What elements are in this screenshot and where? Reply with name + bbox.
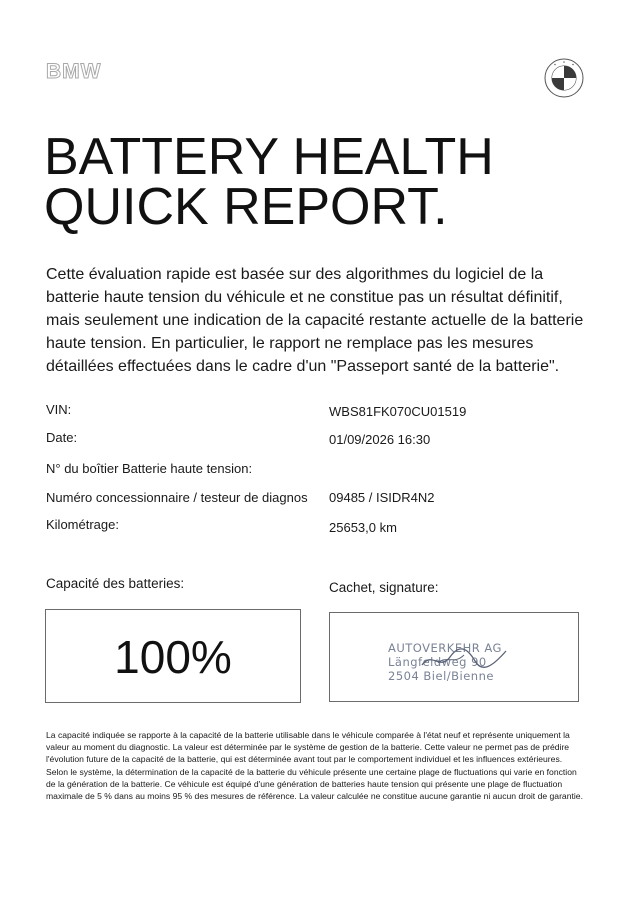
mileage-label: Kilométrage: — [46, 517, 119, 532]
intro-paragraph: Cette évaluation rapide est basée sur des algorithmes du logiciel de la batterie haute tension du véhicule et ne constitue pas un résultat définitif, mais seulement une indication de la capacité restante actuelle de la batterie haute tension. En particulier, le rapport ne remplace pas les mesures détaillées effectuées dans le cadre d'un "Passeport santé de la batterie". — [46, 266, 584, 375]
page-title — [44, 128, 494, 236]
stamp-line-2: Längfeldweg 90 — [388, 655, 487, 669]
stamp-signature-box — [329, 612, 579, 702]
stamp-signature-label: Cachet, signature: — [329, 580, 439, 595]
capacity-label: Capacité des batteries: — [46, 576, 185, 591]
bmw-roundel-icon — [544, 58, 584, 98]
stamp-line-3: 2504 Biel/Bienne — [388, 669, 494, 683]
capacity-box — [45, 609, 301, 703]
mileage-value: 25653,0 km — [329, 520, 397, 535]
vin-label: VIN: — [46, 402, 72, 417]
date-value: 01/09/2026 16:30 — [329, 432, 431, 447]
date-label: Date: — [46, 430, 78, 445]
capacity-value: 100% — [114, 631, 232, 683]
stamp-line-1: AUTOVERKEHR AG — [388, 641, 502, 655]
dealer-tester-label: Numéro concessionnaire / testeur de diagnos — [46, 490, 308, 505]
title-line-2: QUICK REPORT. — [44, 178, 448, 236]
vin-value: WBS81FK070CU01519 — [329, 404, 467, 419]
brand-logo-text: BMW — [46, 60, 102, 83]
battery-box-number-label: N° du boîtier Batterie haute tension: — [46, 461, 253, 476]
handwritten-signature-icon — [420, 643, 510, 673]
title-line-1: BATTERY HEALTH — [44, 128, 494, 186]
footnote-disclaimer: La capacité indiquée se rapporte à la capacité de la batterie utilisable dans le véhicule comparée à l'état neuf et représente uniquement la valeur au moment du diagnostic. La valeur est déterminée par le système de gestion de la batterie. Cette valeur ne permet pas de prédire l'évolution future de la capacité de la batterie, qui est déterminée avant tout par le comportement individuel et les influences extérieures. Selon le système, la détermination de la capacité de la batterie du véhicule présente une certaine plage de fluctuations qui varie en fonction de la génération de la batterie. Ce véhicule est équipé d'une génération de batteries haute tension qui présente une plage de fluctuation maximale de 5 % dans au moins 95 % des mesures de référence. La valeur calculée ne constitue aucune garantie ni aucun droit de garantie. — [46, 730, 583, 802]
dealer-tester-value: 09485 / ISIDR4N2 — [329, 490, 435, 505]
